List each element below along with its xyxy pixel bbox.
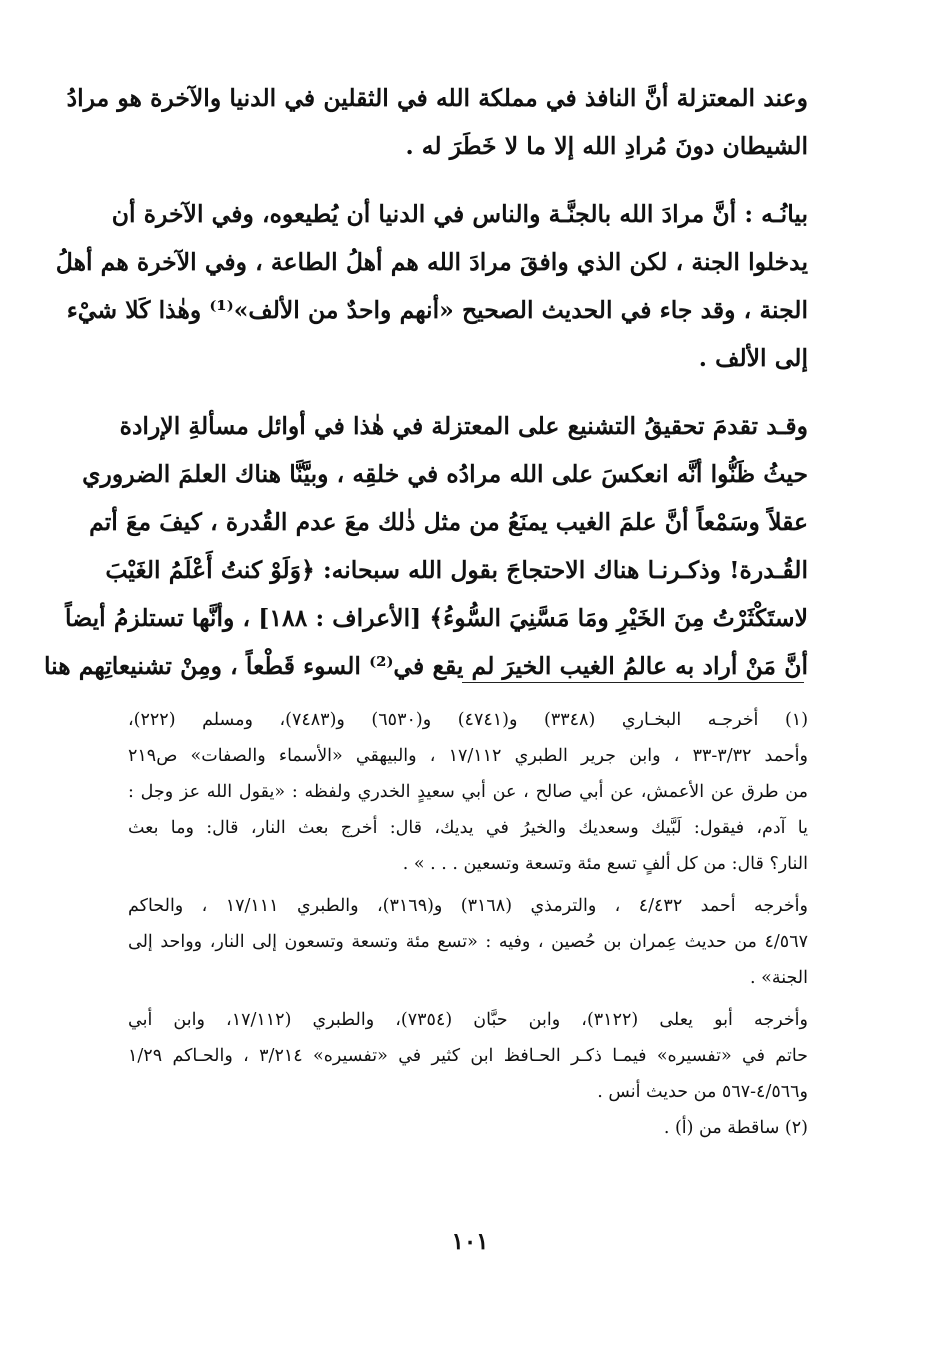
text-line: إلى الألف .	[698, 344, 808, 372]
footnote-line: و٤/٥٦٦-٥٦٧ من حديث أنس .	[597, 1082, 808, 1102]
paragraph	[55, 190, 808, 382]
footnote-line: وأحمد ٣/٣٢-٣٣ ، وابن جرير الطبري ١٧/١١٢ ، والبيهقي «الأسماء والصفات» ص٢١٩	[128, 746, 808, 766]
main-text	[43, 74, 808, 690]
footnote-line: ٤/٥٦٧ من حديث عِمران بن حُصين ، وفيه : «تسع مئة وتسعة وتسعون إلى النار، وواحد إلى	[128, 932, 808, 952]
footnote-line: حاتم في «تفسيره» فيمـا ذكـر الحـافظ ابن كثير في «تفسيره» ٣/٢١٤ ، والحـاكم ١/٢٩	[128, 1046, 808, 1066]
footnote-separator	[462, 682, 804, 683]
paragraph	[43, 402, 808, 690]
footnotes	[128, 702, 808, 1146]
text-line: وقـد تقدمَ تحقيقُ التشنيع على المعتزلة في هٰذا في أوائل مسألةِ الإرادة	[119, 412, 808, 440]
text-line: حيثُ ظَنُّوا أنَّه انعكسَ على الله مرادُه في خلقِه ، وبيَّنَّا هناك العلمَ الضروري	[82, 460, 808, 488]
footnote	[128, 1110, 808, 1146]
text-line: بيانُـه : أنَّ مرادَ الله بالجنَّـة والناس في الدنيا أن يُطيعوه، وفي الآخرة أن	[111, 200, 808, 228]
text-line: القُـدرة! وذكـرنـا هناك الاحتجاجَ بقول الله سبحانه: ﴿وَلَوْ كنتُ أَعْلَمُ الغَيْبَ	[105, 556, 808, 584]
footnote-line: (١) أخرجـه البخـاري (٣٣٤٨) و(٤٧٤١) و(٦٥٣٠) و(٧٤٨٣)، ومسلم (٢٢٢)،	[128, 710, 809, 730]
footnote-line: (٢) ساقطة من (أ) .	[663, 1118, 808, 1138]
page-number: ١٠١	[451, 1228, 489, 1255]
footnote-line: يا آدم، فيقول: لَبَّيك وسعديك والخيرُ في يديك، قال: أخرج بعث النار، قال: وما بعث	[128, 818, 808, 838]
footnote	[128, 702, 808, 882]
text-line: الجنة ، وقد جاء في الحديث الصحيح «أنهم واحدٌ من الألف»⁽¹⁾ وهٰذا كَلا شيْء	[66, 296, 808, 324]
footnote	[128, 1002, 808, 1110]
paragraph	[66, 74, 808, 170]
footnote-line: وأخرجه أبو يعلى (٣١٢٢)، وابن حبَّان (٧٣٥٤)، والطبري (١٧/١١٢، وابن أبي	[128, 1010, 808, 1030]
text-line: الشيطان دونَ مُرادِ الله إلا ما لا خَطَرَ له .	[405, 132, 808, 160]
footnote-line: من طرق عن الأعمش، عن أبي صالح ، عن أبي سعيدٍ الخدري ولفظه : «يقول الله عز وجل :	[128, 782, 808, 802]
footnote	[128, 888, 808, 996]
footnote-line: الجنة» .	[750, 968, 808, 988]
text-line: عقلاً وسَمْعاً أنَّ علمَ الغيب يمنَعُ من مثل ذٰلك معَ عدم القُدرة ، كيفَ معَ أتم	[89, 508, 808, 536]
text-line: وعند المعتزلة أنَّ النافذ في مملكة الله في الثقلين في الدنيا والآخرة هو مرادُ	[66, 84, 808, 112]
footnote-line: النار؟ قال: من كل ألفٍ تسع مئة وتسعة وتسعين . . . » .	[402, 854, 808, 874]
text-line: أنَّ مَنْ أراد به عالمُ الغيب الخيرَ لم يقع في⁽²⁾ السوء قَطْعاً ، ومِنْ تشنيعاتِهم هنا	[43, 652, 808, 680]
footnote-line: وأخرجه أحمد ٤/٤٣٢ ، والترمذي (٣١٦٨) و(٣١٦٩)، والطبري ١٧/١١١ ، والحاكم	[128, 896, 808, 916]
text-line: يدخلوا الجنة ، لكن الذي وافقَ مرادَ الله هم أهلُ الطاعة ، وفي الآخرة هم أهلُ	[55, 248, 808, 276]
text-line: لاستَكْثَرْتُ مِنَ الخَيْرِ ومَا مَسَّنِيَ السُّوءُ﴾ [الأعراف : ١٨٨] ، وأنَّها تستلزمُ أيضاً	[65, 604, 808, 632]
